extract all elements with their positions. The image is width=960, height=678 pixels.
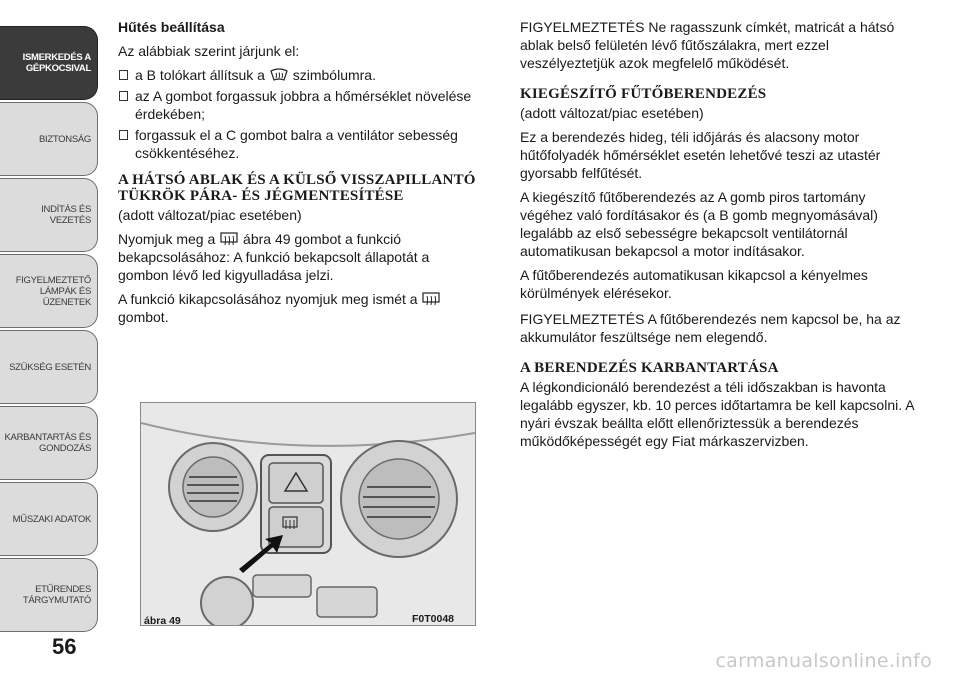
tab-muszaki-adatok[interactable]: MŰSZAKI ADATOK — [0, 482, 98, 556]
aux-heater-paragraph-3: A fűtőberendezés automatikusan kikapcsol a kényelmes körülmények elérésekor. — [520, 267, 868, 301]
list-item — [118, 87, 478, 123]
defrost-paragraph-2 — [118, 290, 478, 326]
heating-title: Hűtés beállítása — [118, 19, 225, 35]
warning-paragraph-1: FIGYELMEZTETÉS Ne ragasszunk címkét, matricát a hátsó ablak belső felületén lévő fűtőszálakra, mert ezzel veszélyeztetjük azok megfelelő működését. — [520, 19, 895, 71]
list-item — [118, 66, 478, 84]
defrost-paragraph-1 — [118, 230, 478, 284]
dashboard-drawing — [141, 403, 475, 625]
windshield-defrost-icon — [269, 68, 289, 82]
defrost-p1-before: Nyomjuk meg a — [118, 231, 216, 247]
step-2: az A gombot forgassuk jobbra a hőmérséklet növelése érdekében; — [135, 88, 472, 122]
step-3: forgassuk el a C gombot balra a ventilátor sebesség csökkentéséhez. — [135, 127, 458, 161]
aux-heater-title: KIEGÉSZÍTŐ FŰTŐBERENDEZÉS — [520, 86, 767, 102]
tab-karbantartas[interactable]: KARBANTARTÁS ÉS GONDOZÁS — [0, 406, 98, 480]
maintenance-title: A BERENDEZÉS KARBANTARTÁSA — [520, 360, 779, 376]
figure-caption-number: ábra 49 — [144, 615, 181, 627]
page-number: 56 — [52, 634, 77, 659]
checkbox-bullet-icon — [119, 70, 128, 80]
left-column — [118, 18, 478, 332]
tab-figyelmezteto-lampak[interactable]: FIGYELMEZTETŐ LÁMPÁK ÉS ÜZENETEK — [0, 254, 98, 328]
right-air-vent-icon — [341, 441, 457, 557]
warning-paragraph-2: FIGYELMEZTETÉS A fűtőberendezés nem kapcsol be, ha az akkumulátor feszültsége nem elegendő. — [520, 311, 901, 345]
defrost-p1-after: ábra 49 gombot a funkció bekapcsolásához: A funkció bekapcsolt állapotát a gombon lévő led kigyulladása jelzi. — [118, 231, 430, 283]
aux-heater-paragraph-2: A kiegészítő fűtőberendezés az A gomb piros tartomány végéhez való fordításakor és (a B gomb megnyomásával) legalább az első sebességre bekapcsolt ventilátornál automatikusan bekapcsol a motor indításakor. — [520, 189, 878, 259]
maintenance-paragraph: A légkondicionáló berendezést a téli időszakban is havonta legalább egyszer, kb. 10 perces időtartamra be kell kapcsolni. A nyári évszak beállta előtt ellenőriztessük a berendezés működőképességét egy Fiat márkaszervizben. — [520, 379, 914, 449]
aux-heater-paragraph-1: Ez a berendezés hideg, téli időjárás és alacsony motor hűtőfolyadék hőmérséklet esetén lehetővé teszi az utastér gyorsabb felfűtését. — [520, 129, 881, 181]
right-column — [520, 18, 920, 456]
rear-window-defrost-icon — [421, 292, 441, 306]
defrost-title: A HÁTSÓ ABLAK ÉS A KÜLSŐ VISSZAPILLANTÓ TÜKRÖK PÁRA- ÉS JÉGMENTESÍTÉSE — [118, 172, 476, 204]
list-item — [118, 126, 478, 162]
defrost-p2-before: A funkció kikapcsolásához nyomjuk meg ismét a — [118, 291, 418, 307]
tab-biztonsag[interactable]: BIZTONSÁG — [0, 102, 98, 176]
rear-window-defrost-icon — [219, 232, 239, 246]
tab-targymutato[interactable]: ETŰRENDES TÁRGYMUTATÓ — [0, 558, 98, 632]
chapter-tab-sidebar — [0, 0, 100, 678]
heating-steps — [118, 66, 478, 162]
checkbox-bullet-icon — [119, 91, 128, 101]
defrost-p2-after: gombot. — [118, 309, 169, 325]
tab-inditas-es-vezetes[interactable]: INDÍTÁS ÉS VEZETÉS — [0, 178, 98, 252]
step-1-after: szimbólumra. — [292, 67, 376, 83]
heating-intro: Az alábbiak szerint járjunk el: — [118, 43, 300, 59]
defrost-subtitle: (adott változat/piac esetében) — [118, 207, 302, 223]
checkbox-bullet-icon — [119, 130, 128, 140]
tab-ismerkedes[interactable]: ISMERKEDÉS A GÉPKOCSIVAL — [0, 26, 98, 100]
watermark: carmanualsonline.info — [715, 650, 932, 672]
left-air-vent-icon — [169, 443, 257, 531]
tab-szukseg-eseten[interactable]: SZÜKSÉG ESETÉN — [0, 330, 98, 404]
aux-heater-subtitle: (adott változat/piac esetében) — [520, 105, 704, 121]
figure-caption-code: F0T0048 — [412, 613, 455, 625]
step-1-before: a B tolókart állítsuk a — [135, 67, 265, 83]
figure-49-dashboard-illustration — [140, 402, 476, 626]
